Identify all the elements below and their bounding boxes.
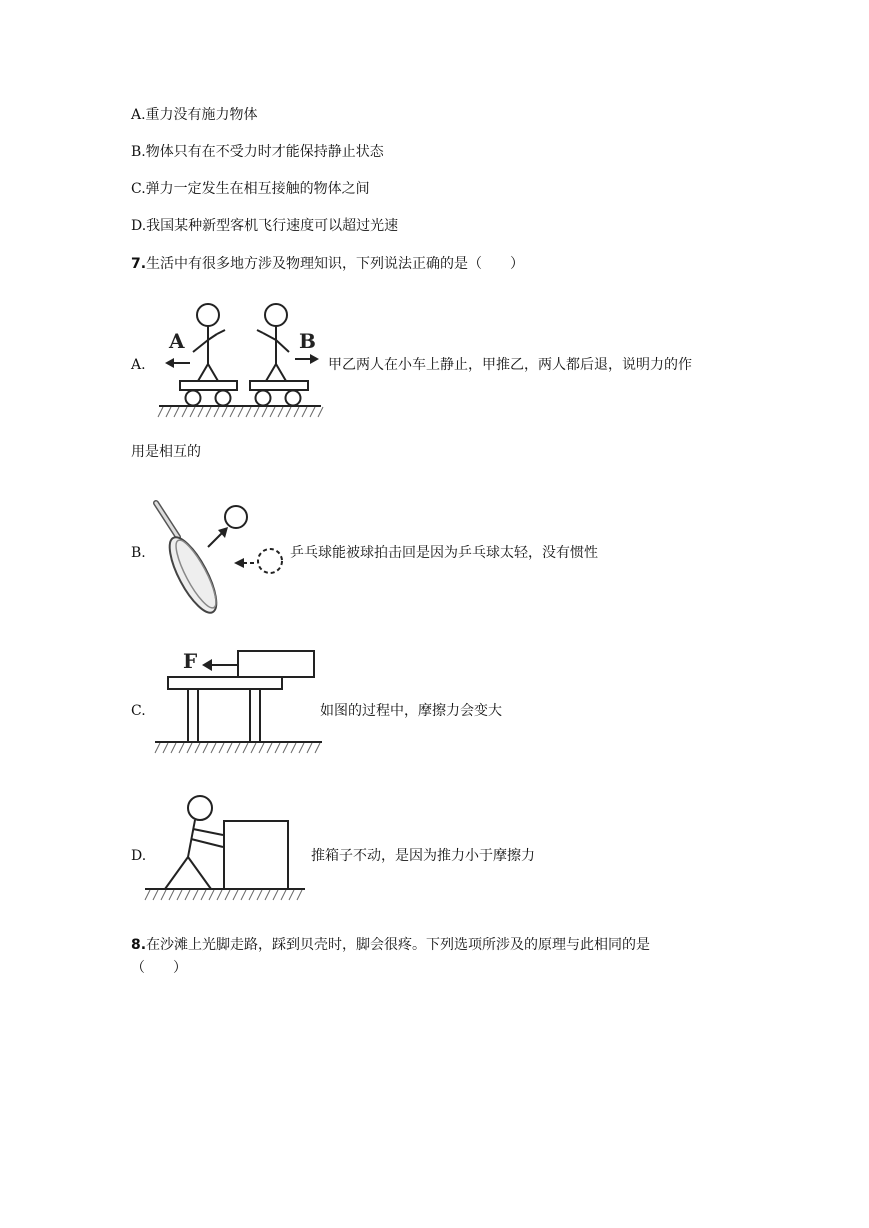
q7-stem — [131, 255, 524, 273]
q7-option-a-text-cont: 用是相互的 — [131, 444, 201, 460]
q7-stem-text: 生活中有很多地方涉及物理知识，下列说法正确的是（ ） — [146, 256, 525, 272]
push-box-figure — [143, 795, 308, 910]
q7-option-a-text: 甲乙两人在小车上静止，甲推乙，两人都后退，说明力的作 — [328, 357, 692, 373]
q7-option-c-text: 如图的过程中，摩擦力会变大 — [320, 703, 502, 719]
label-f: F — [183, 649, 198, 673]
q6-option-b: B.物体只有在不受力时才能保持静止状态 — [131, 144, 384, 160]
q6-option-d: D.我国某种新型客机飞行速度可以超过光速 — [131, 218, 399, 234]
q6-option-a: A.重力没有施力物体 — [131, 107, 258, 123]
carts-push-figure — [155, 300, 325, 425]
q8-stem-text: 在沙滩上光脚走路，踩到贝壳时，脚会很疼。下列选项所涉及的原理与此相同的是 — [146, 937, 651, 953]
q7-number: 7. — [131, 256, 147, 272]
q7-option-c-letter: C. — [131, 703, 146, 719]
q8-number: 8. — [131, 937, 147, 953]
q7-option-b-text: 乒乓球能被球拍击回是因为乒乓球太轻，没有惯性 — [290, 545, 598, 561]
label-a: A — [169, 329, 185, 353]
q7-option-b-letter: B. — [131, 545, 146, 561]
q7-option-d-text: 推箱子不动，是因为推力小于摩擦力 — [311, 848, 535, 864]
q6-option-c: C.弹力一定发生在相互接触的物体之间 — [131, 181, 370, 197]
q7-option-d-letter: D. — [131, 848, 147, 864]
table-block-figure — [150, 645, 325, 760]
q7-option-a-letter: A. — [131, 357, 146, 373]
label-b: B — [299, 329, 316, 353]
paddle-ball-figure — [148, 495, 293, 615]
q8-stem-cont: （ ） — [131, 960, 187, 976]
q8-stem — [131, 936, 650, 954]
